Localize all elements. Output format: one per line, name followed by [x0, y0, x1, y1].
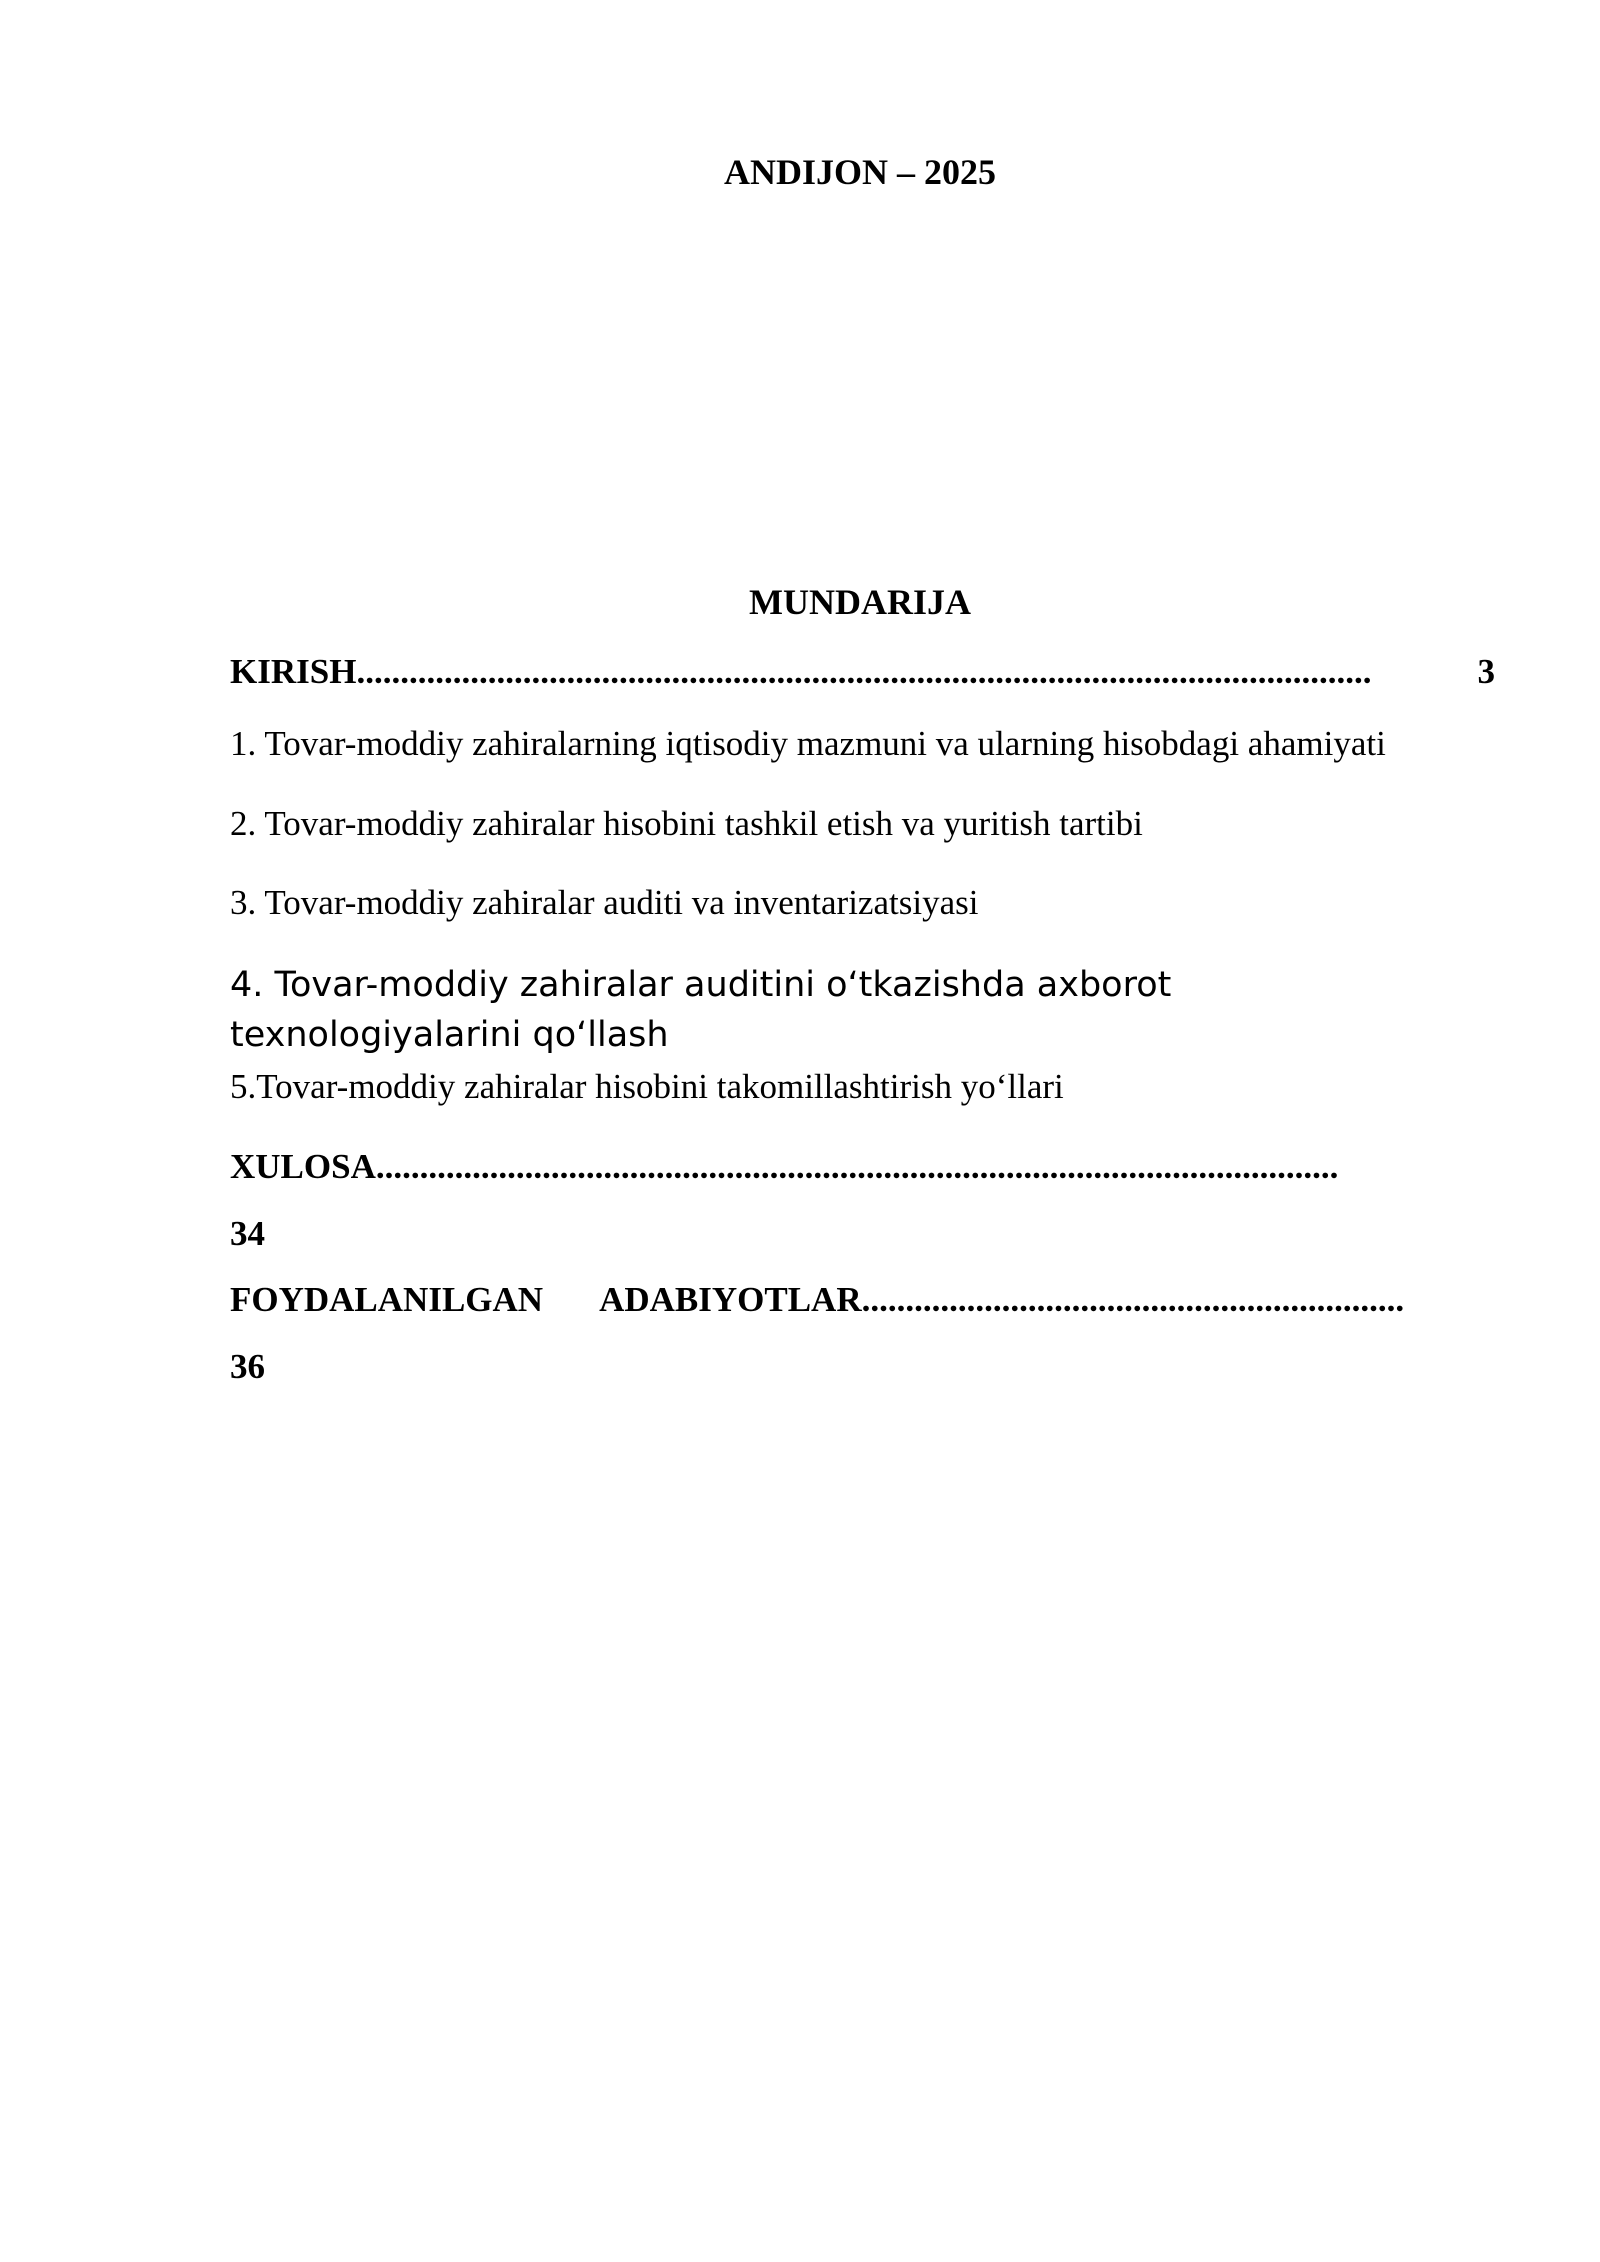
toc-item-5[interactable]: 5.Tovar-moddiy zahiralar hisobini takomillashtirish yo‘llari — [230, 1067, 1064, 1106]
toc-item-4[interactable]: 4. Tovar-moddiy zahiralar auditini o‘tkazishda axborot texnologiyalarini qo‘llash — [230, 965, 1172, 1055]
toc-entry-intro-leader: .................................................................................................................... — [356, 652, 1372, 691]
toc-entry-conclusion-leader: .............................................................................................................. — [375, 1147, 1339, 1186]
toc-item-2[interactable]: 2. Tovar-moddiy zahiralar hisobini tashkil etish va yuritish tartibi — [230, 804, 1143, 843]
toc-entry-references-leader: .............................................................. — [861, 1280, 1405, 1319]
toc-entry-references-label-part1: FOYDALANILGAN — [230, 1280, 544, 1319]
toc-item-1[interactable]: 1. Tovar-moddiy zahiralarning iqtisodiy mazmuni va ularning hisobdagi ahamiyati — [230, 724, 1386, 763]
toc-entry-conclusion-label: XULOSA — [230, 1147, 376, 1186]
toc-item-3[interactable]: 3. Tovar-moddiy zahiralar auditi va inventarizatsiyasi — [230, 883, 979, 922]
toc-entry-references-page: 36 — [230, 1347, 265, 1386]
toc-entry-intro[interactable] — [230, 650, 1495, 694]
toc-entry-references[interactable] — [230, 1278, 1500, 1322]
toc-entry-conclusion[interactable] — [230, 1145, 1450, 1189]
toc-entry-intro-label: KIRISH — [230, 652, 357, 691]
toc-entry-intro-page: 3 — [1477, 652, 1495, 691]
toc-title: MUNDARIJA — [749, 582, 971, 622]
toc-entry-references-label-part2: ADABIYOTLAR — [599, 1280, 862, 1319]
city-year-heading: ANDIJON – 2025 — [723, 152, 996, 192]
toc-entry-conclusion-page: 34 — [230, 1214, 265, 1253]
